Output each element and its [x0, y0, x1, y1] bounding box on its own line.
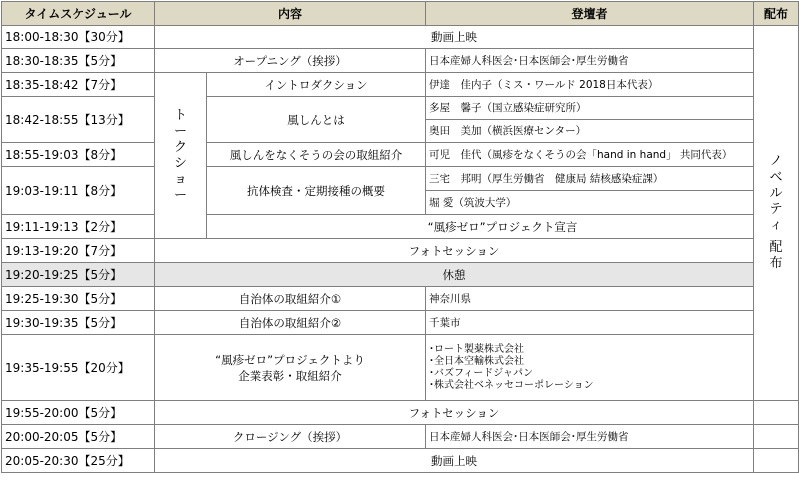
- header-time: タイムスケジュール: [2, 2, 155, 26]
- time-cell: 19:11-19:13【2分】: [2, 215, 155, 239]
- content-cell: “風疹ゼロ”プロジェクト宣言: [207, 215, 799, 239]
- speaker-cell: 堀 愛（筑波大学）: [426, 191, 754, 215]
- content-cell: 自治体の取組紹介②: [155, 311, 426, 335]
- table-row: [2, 287, 799, 311]
- table-row: [2, 335, 799, 401]
- schedule-table: [1, 1, 799, 473]
- content-cell: 風しんとは: [207, 97, 426, 143]
- time-cell: 19:20-19:25【5分】: [2, 263, 155, 287]
- time-cell: 19:55-20:00【5分】: [2, 401, 155, 425]
- speaker-item: ･ロート製薬株式会社: [429, 343, 525, 355]
- table-row: [2, 239, 799, 263]
- table-row: [2, 26, 799, 49]
- time-cell: 19:03-19:11【8分】: [2, 167, 155, 215]
- time-cell: 18:30-18:35【5分】: [2, 49, 155, 73]
- time-cell: 19:35-19:55【20分】: [2, 335, 155, 401]
- table-row: [2, 97, 799, 120]
- speaker-cell: 日本産婦人科医会･日本医師会･厚生労働省: [426, 425, 754, 449]
- speaker-cell: 伊達 佳内子（ミス・ワールド 2018日本代表）: [426, 73, 754, 97]
- speaker-item: ･株式会社ベネッセコーポレーション: [429, 379, 594, 391]
- time-cell: 19:13-19:20【7分】: [2, 239, 155, 263]
- table-row: [2, 215, 799, 239]
- table-row: [2, 263, 799, 287]
- content-cell: 風しんをなくそうの会の取組紹介: [207, 143, 426, 167]
- content-cell: フォトセッション: [155, 401, 754, 425]
- table-row: [2, 401, 799, 425]
- content-cell: 休憩: [155, 263, 754, 287]
- header-row: [2, 2, 799, 26]
- speaker-cell: 三宅 邦明（厚生労働省 健康局 結核感染症課）: [426, 167, 754, 191]
- speaker-cell: 千葉市: [426, 311, 754, 335]
- speaker-cell: 多屋 馨子（国立感染症研究所）: [426, 97, 754, 120]
- table-row: [2, 49, 799, 73]
- speaker-item: ･全日本空輸株式会社: [429, 355, 525, 367]
- gift-cell: ノ ベ ル テ ィ 配 布: [754, 26, 799, 401]
- table-row: [2, 311, 799, 335]
- speaker-cell: 奥田 美加（横浜医療センター）: [426, 120, 754, 143]
- content-line: 企業表彰・取組紹介: [238, 368, 342, 383]
- table-row: [2, 425, 799, 449]
- time-cell: 19:30-19:35【5分】: [2, 311, 155, 335]
- content-line: “風疹ゼロ”プロジェクトより: [215, 352, 365, 367]
- gift-empty-cell: [754, 449, 799, 473]
- table-row: [2, 449, 799, 473]
- content-cell: [155, 335, 426, 401]
- speaker-item: ･バズフィードジャパン: [429, 367, 534, 379]
- speaker-cell: 日本産婦人科医会･日本医師会･厚生労働省: [426, 49, 754, 73]
- table-row: [2, 73, 799, 97]
- speaker-cell: 神奈川県: [426, 287, 754, 311]
- table-row: [2, 143, 799, 167]
- content-cell: オープニング（挨拶）: [155, 49, 426, 73]
- content-cell: クロージング（挨拶）: [155, 425, 426, 449]
- header-gift: 配布: [754, 2, 799, 26]
- time-cell: 18:00-18:30【30分】: [2, 26, 155, 49]
- time-cell: 18:35-18:42【7分】: [2, 73, 155, 97]
- table-row: [2, 167, 799, 191]
- time-cell: 18:42-18:55【13分】: [2, 97, 155, 143]
- header-content: 内容: [155, 2, 426, 26]
- content-cell: 動画上映: [155, 26, 754, 49]
- talkshow-label: ト ー ク シ ョ ー: [155, 73, 207, 239]
- content-cell: フォトセッション: [155, 239, 754, 263]
- gift-empty-cell: [754, 425, 799, 449]
- gift-empty-cell: [754, 401, 799, 425]
- content-cell: 動画上映: [155, 449, 754, 473]
- time-cell: 19:25-19:30【5分】: [2, 287, 155, 311]
- content-cell: 自治体の取組紹介①: [155, 287, 426, 311]
- content-cell: イントロダクション: [207, 73, 426, 97]
- speaker-cell: 可児 佳代（風疹をなくそうの会「hand in hand」 共同代表）: [426, 143, 754, 167]
- time-cell: 18:55-19:03【8分】: [2, 143, 155, 167]
- content-cell: 抗体検査・定期接種の概要: [207, 167, 426, 215]
- speaker-cell: [426, 335, 754, 401]
- header-speaker: 登壇者: [426, 2, 754, 26]
- time-cell: 20:05-20:30【25分】: [2, 449, 155, 473]
- time-cell: 20:00-20:05【5分】: [2, 425, 155, 449]
